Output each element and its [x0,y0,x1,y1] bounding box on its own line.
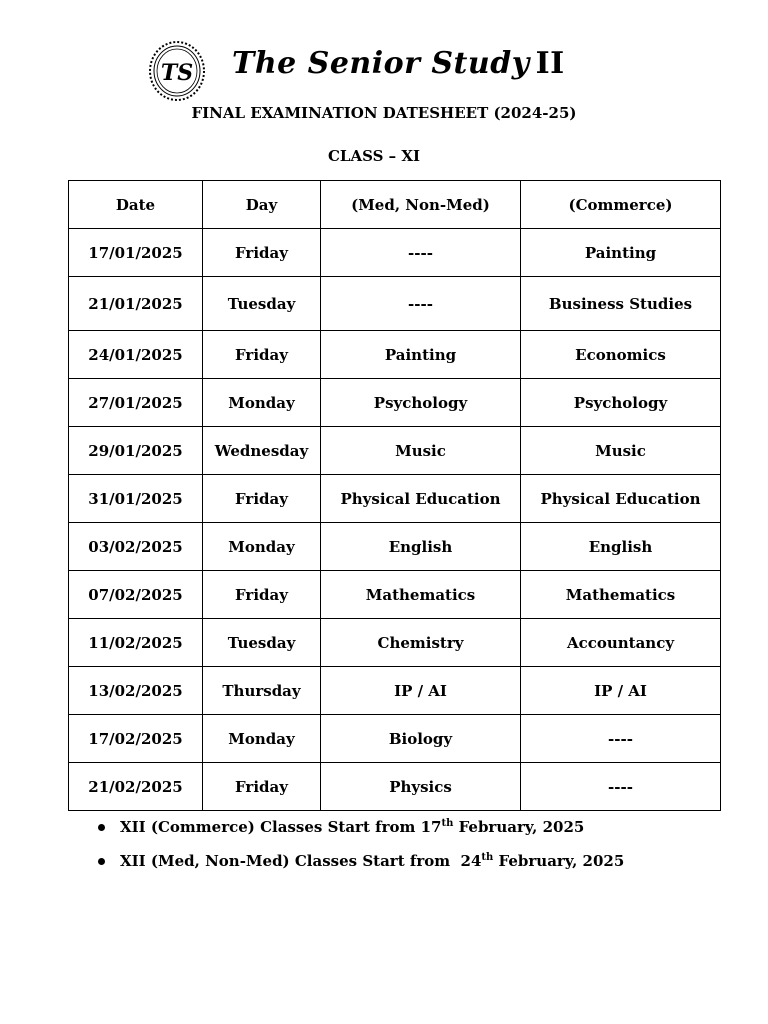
cell-commerce: ---- [521,763,721,811]
table-row [69,229,721,277]
cell-day: Friday [203,229,321,277]
cell-med: Mathematics [321,571,521,619]
column-header-commerce: (Commerce) [521,181,721,229]
cell-commerce: Business Studies [521,277,721,331]
note-text-suffix: February, 2025 [453,818,585,836]
table-row [69,571,721,619]
cell-day: Friday [203,571,321,619]
cell-med: Painting [321,331,521,379]
cell-commerce: Accountancy [521,619,721,667]
table-row [69,379,721,427]
note-superscript: th [441,818,454,829]
cell-commerce: Economics [521,331,721,379]
cell-day: Tuesday [203,619,321,667]
bullet-icon [98,824,105,831]
cell-med: Psychology [321,379,521,427]
cell-day: Friday [203,331,321,379]
cell-med: ---- [321,277,521,331]
cell-med: Physical Education [321,475,521,523]
cell-date: 29/01/2025 [69,427,203,475]
school-logo-icon [148,40,206,102]
table-row [69,523,721,571]
cell-date: 11/02/2025 [69,619,203,667]
brand-name: The Senior Study [232,46,530,81]
note-text: XII (Med, Non-Med) Classes Start from 24 [120,852,482,870]
cell-date: 21/02/2025 [69,763,203,811]
cell-commerce: IP / AI [521,667,721,715]
cell-date: 13/02/2025 [69,667,203,715]
cell-med: IP / AI [321,667,521,715]
cell-day: Tuesday [203,277,321,331]
cell-med: Physics [321,763,521,811]
list-item [96,816,624,850]
column-header-med-non-med: (Med, Non-Med) [321,181,521,229]
cell-day: Thursday [203,667,321,715]
note-text: XII (Commerce) Classes Start from 17 [120,818,442,836]
cell-commerce: Physical Education [521,475,721,523]
class-label: CLASS – XI [327,147,421,165]
column-header-day: Day [203,181,321,229]
table-row [69,715,721,763]
cell-day: Monday [203,715,321,763]
note-text-suffix: February, 2025 [493,852,625,870]
bullet-icon [98,858,105,865]
cell-commerce: Mathematics [521,571,721,619]
cell-med: ---- [321,229,521,277]
cell-med: Chemistry [321,619,521,667]
brand-suffix: II [535,46,565,81]
cell-date: 24/01/2025 [69,331,203,379]
cell-med: Biology [321,715,521,763]
brand-title [232,46,565,81]
cell-day: Monday [203,523,321,571]
cell-date: 21/01/2025 [69,277,203,331]
cell-commerce: ---- [521,715,721,763]
cell-date: 31/01/2025 [69,475,203,523]
column-header-date: Date [69,181,203,229]
datesheet-table [68,180,721,811]
cell-day: Friday [203,763,321,811]
table-row [69,619,721,667]
page-title: FINAL EXAMINATION DATESHEET (2024-25) [191,104,577,122]
cell-med: English [321,523,521,571]
table-row [69,427,721,475]
cell-date: 07/02/2025 [69,571,203,619]
cell-commerce: Music [521,427,721,475]
cell-commerce: English [521,523,721,571]
table-header-row [69,181,721,229]
cell-day: Friday [203,475,321,523]
cell-date: 17/02/2025 [69,715,203,763]
header [148,40,568,104]
cell-date: 17/01/2025 [69,229,203,277]
table-row [69,667,721,715]
cell-commerce: Painting [521,229,721,277]
cell-commerce: Psychology [521,379,721,427]
cell-day: Wednesday [203,427,321,475]
cell-date: 27/01/2025 [69,379,203,427]
table-row [69,763,721,811]
cell-date: 03/02/2025 [69,523,203,571]
logo-letters: TS [160,60,194,86]
table-row [69,331,721,379]
cell-day: Monday [203,379,321,427]
note-superscript: th [481,852,494,863]
list-item [96,850,624,884]
table-row [69,475,721,523]
table-row [69,277,721,331]
notes-list [96,816,624,884]
cell-med: Music [321,427,521,475]
